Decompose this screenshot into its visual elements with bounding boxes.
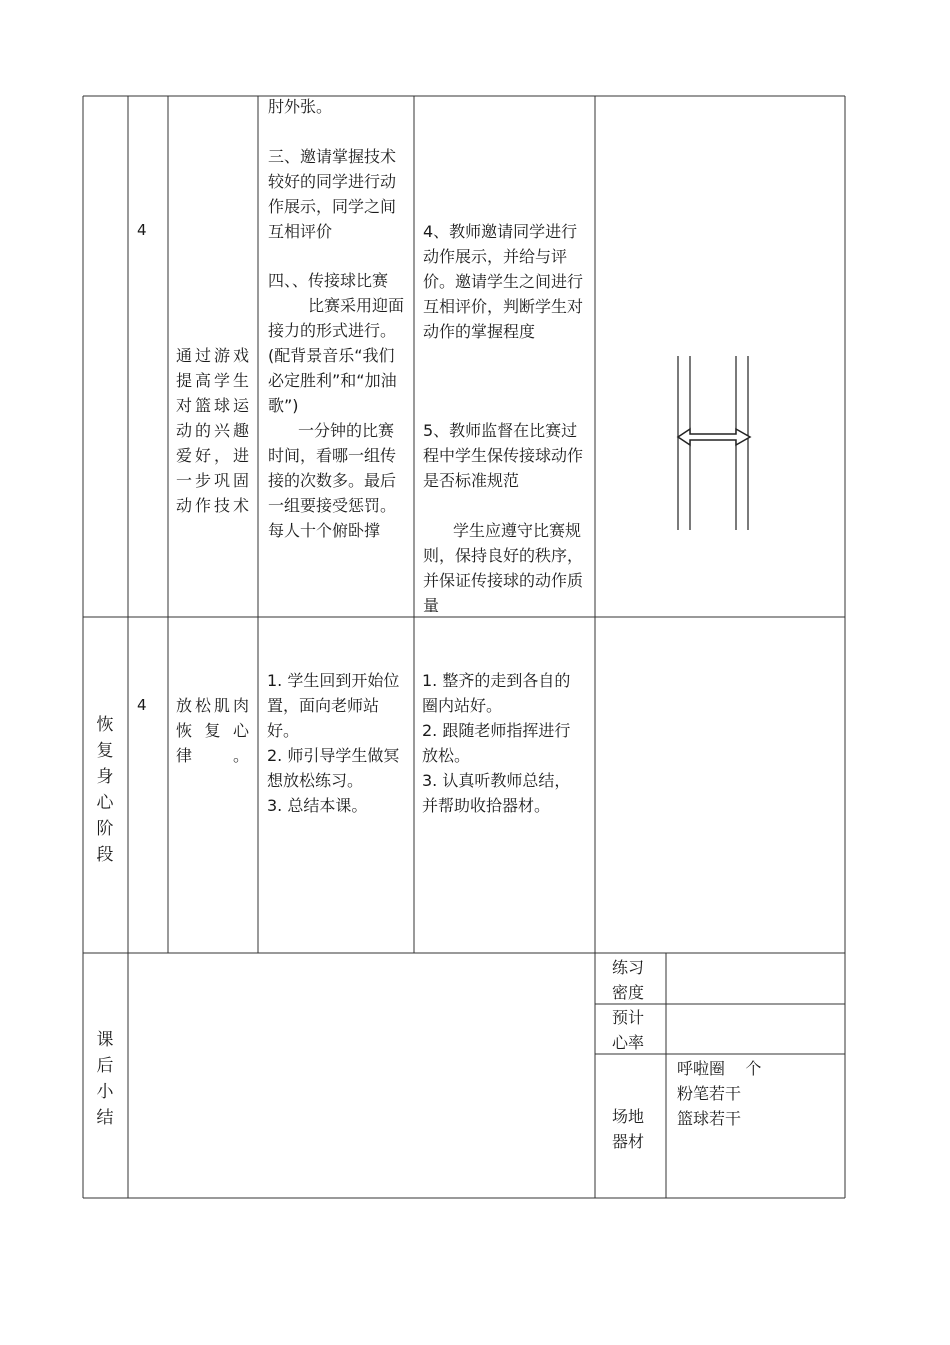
row2-teacher-list [267, 668, 407, 818]
equipment-label: 场地器材 [612, 1107, 645, 1151]
list-item: 呼啦圈 个 [677, 1059, 762, 1078]
row1-objective: 通过游戏提高学生对篮球运动的兴趣爱好，进一步巩固动作技术 [176, 346, 249, 515]
row2-student-list [422, 668, 582, 818]
row1-teacher-p4-rule: 一分钟的比赛时间，看哪一组传接的次数多。最后一组要接受惩罚。每人十个俯卧撑 [268, 421, 397, 540]
row3-summary-label: 课后小结 [96, 1030, 114, 1128]
list-item: 1. 学生回到开始位置，面向老师站好。 [267, 671, 400, 740]
row1-teacher-p4-head: 四、、传接球比赛 [268, 271, 389, 290]
row1-student-p5: 5、教师监督在比赛过程中学生保传接球动作是否标准规范 [423, 421, 584, 490]
relay-court-diagram [670, 350, 760, 535]
equipment-list [677, 1056, 837, 1131]
row1-time: 4 [137, 221, 147, 239]
list-item: 粉笔若干 [677, 1084, 742, 1103]
list-item: 2. 师引导学生做冥想放松练习。 [267, 746, 400, 790]
row2-objective: 放松肌肉恢复心律。 [176, 696, 249, 765]
row1-teacher-p3: 三、邀请掌握技术较好的同学进行动作展示，同学之间互相评价 [268, 147, 397, 241]
row2-time: 4 [137, 696, 147, 714]
list-item: 3. 认真听教师总结，并帮助收拾器材。 [422, 771, 571, 815]
list-item: 1. 整齐的走到各自的圈内站好。 [422, 671, 571, 715]
row2-stage-label: 恢复身心阶段 [96, 715, 114, 865]
density-label: 练习密度 [612, 958, 645, 1002]
row1-teacher-p4-body: 比赛采用迎面接力的形式进行。(配背景音乐“我们必定胜利”和“加油歌”) [268, 296, 405, 415]
row1-teacher-line-top: 肘外张。 [268, 97, 333, 116]
list-item: 篮球若干 [677, 1109, 742, 1128]
list-item: 3. 总结本课。 [267, 796, 368, 815]
row1-student-p6: 学生应遵守比赛规则，保持良好的秩序，并保证传接球的动作质量 [423, 521, 584, 615]
heart-rate-label: 预计心率 [612, 1008, 645, 1052]
list-item: 2. 跟随老师指挥进行放松。 [422, 721, 571, 765]
row1-student-p4: 4、教师邀请同学进行动作展示，并给与评价。邀请学生之间进行互相评价，判断学生对动作的掌握程度 [423, 222, 584, 341]
